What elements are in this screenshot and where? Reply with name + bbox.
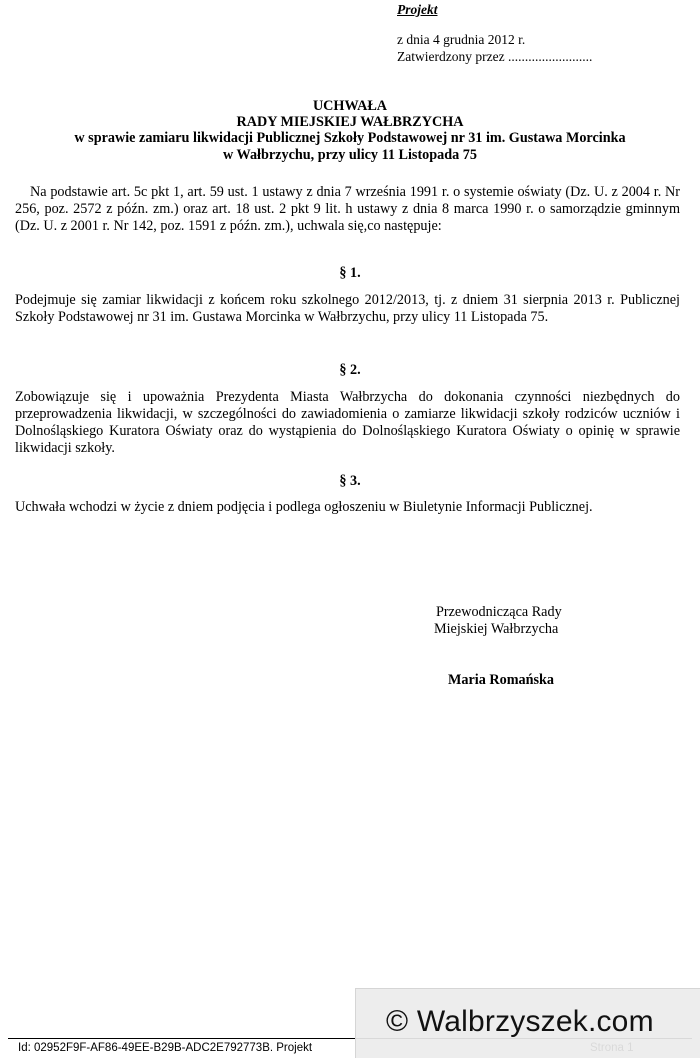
watermark-text: © Walbrzyszek.com — [386, 1005, 654, 1038]
section-1-text: Podejmuje się zamiar likwidacji z końcem roku szkolnego 2012/2013, tj. z dniem 31 sierpnia 2013 r. Publicznej Szkoły Podstawowej nr 31 im. Gustawa Morcinka w Wałbrzychu, przy ulicy 11 Listopada 75. — [15, 292, 680, 325]
subject-line-2: w Wałbrzychu, przy ulicy 11 Listopada 75 — [223, 147, 477, 163]
section-1-heading: § 1. — [339, 265, 361, 281]
resolution-date: z dnia 4 grudnia 2012 r. — [397, 32, 526, 47]
council-name: RADY MIEJSKIEJ WAŁBRZYCHA — [236, 114, 464, 130]
section-3-text: Uchwała wchodzi w życie z dniem podjęcia i podlega ogłoszeniu w Biuletynie Informacji Publicznej. — [15, 499, 593, 515]
watermark — [355, 988, 700, 1058]
signatory-name: Maria Romańska — [448, 672, 555, 688]
section-3-heading: § 3. — [339, 473, 361, 489]
approved-by: Zatwierdzony przez ......................... — [397, 49, 593, 64]
projekt-label: Projekt — [397, 2, 438, 17]
section-2-text: Zobowiązuje się i upoważnia Prezydenta Miasta Wałbrzycha do dokonania czynności niezbędnych do przeprowadzenia likwidacji, w szczególności do zawiadomienia o zamiarze likwidacji szkoły rodziców uczniów i Dolnośląskiego Kuratora Oświaty oraz do wystąpienia do Dolnośląskiego Kuratora Oświaty o opinię w sprawie likwidacji szkoły. — [15, 389, 680, 456]
section-2-heading: § 2. — [339, 362, 361, 378]
document-title: UCHWAŁA — [312, 98, 388, 114]
subject-line-1: w sprawie zamiaru likwidacji Publicznej Szkoły Podstawowej nr 31 im. Gustawa Morcinka — [74, 130, 626, 146]
signatory-role-line-1: Przewodnicząca Rady — [436, 604, 562, 620]
signatory-role-line-2: Miejskiej Wałbrzycha — [434, 621, 559, 637]
document-id: Id: 02952F9F-AF86-49EE-B29B-ADC2E792773B. Projekt — [18, 1042, 313, 1054]
legal-basis-paragraph: Na podstawie art. 5c pkt 1, art. 59 ust. 1 ustawy z dnia 7 września 1991 r. o systemie oświaty (Dz. U. z 2004 r. Nr 256, poz. 2572 z późn. zm.) oraz art. 18 ust. 2 pkt 9 lit. h ustawy z dnia 8 marca 1990 r. o samorządzie gminnym (Dz. U. z 2001 r. Nr 142, poz. 1591 z późn. zm.), uchwala się,co następuje: — [15, 184, 680, 234]
